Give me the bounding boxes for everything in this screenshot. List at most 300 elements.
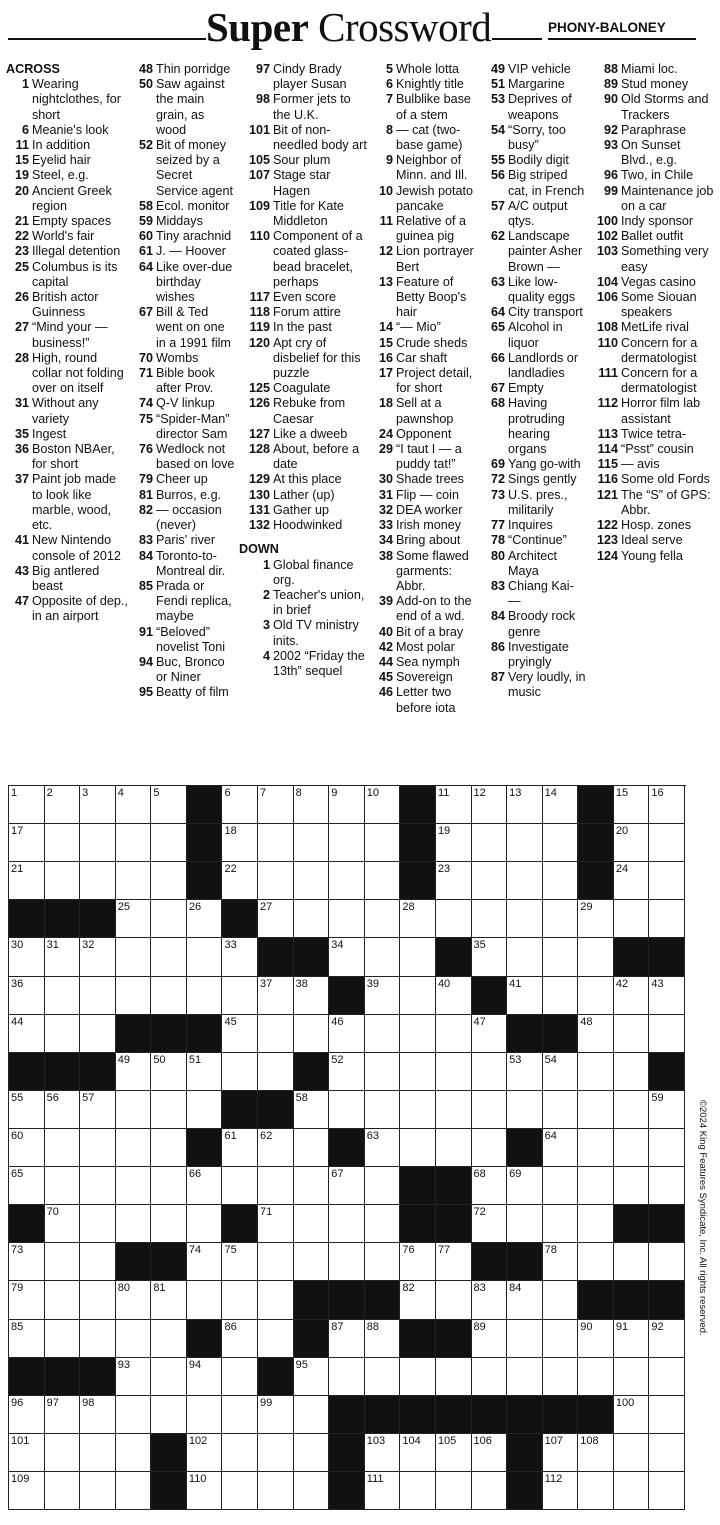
- clue-item: [6, 123, 128, 138]
- grid-cell[interactable]: [543, 824, 579, 862]
- grid-cell[interactable]: [187, 1243, 223, 1281]
- grid-cell[interactable]: [400, 1129, 436, 1167]
- grid-cell-number: 62: [260, 1129, 273, 1142]
- grid-cell[interactable]: [258, 900, 294, 938]
- grid-cell[interactable]: [187, 1167, 223, 1205]
- grid-cell[interactable]: [578, 1091, 614, 1129]
- grid-cell[interactable]: [80, 1281, 116, 1319]
- grid-cell[interactable]: [116, 900, 152, 938]
- grid-cell[interactable]: [614, 1320, 650, 1358]
- grid-cell[interactable]: [436, 1091, 472, 1129]
- grid-cell[interactable]: [187, 1396, 223, 1434]
- grid-cell[interactable]: [365, 1434, 401, 1472]
- grid-cell[interactable]: [151, 938, 187, 976]
- grid-cell[interactable]: [400, 1281, 436, 1319]
- grid-cell[interactable]: [151, 1320, 187, 1358]
- grid-cell[interactable]: [472, 1167, 508, 1205]
- grid-cell[interactable]: [222, 977, 258, 1015]
- grid-cell[interactable]: [329, 900, 365, 938]
- grid-cell[interactable]: [187, 1434, 223, 1472]
- grid-cell[interactable]: [187, 1091, 223, 1129]
- grid-cell[interactable]: [614, 786, 650, 824]
- grid-cell[interactable]: [436, 786, 472, 824]
- grid-cell[interactable]: [258, 1472, 294, 1510]
- grid-cell[interactable]: [578, 1358, 614, 1396]
- grid-cell[interactable]: [365, 1358, 401, 1396]
- grid-cell[interactable]: [9, 824, 45, 862]
- grid-cell[interactable]: [187, 1281, 223, 1319]
- grid-cell[interactable]: [400, 1015, 436, 1053]
- grid-cell[interactable]: [45, 1472, 81, 1510]
- grid-cell[interactable]: [294, 1091, 330, 1129]
- grid-cell[interactable]: [365, 1243, 401, 1281]
- grid-cell[interactable]: [116, 1205, 152, 1243]
- grid-cell[interactable]: [151, 1053, 187, 1091]
- grid-cell[interactable]: [116, 862, 152, 900]
- grid-cell[interactable]: [258, 1053, 294, 1091]
- grid-cell[interactable]: [294, 1243, 330, 1281]
- grid-cell[interactable]: [507, 1358, 543, 1396]
- grid-cell[interactable]: [543, 1053, 579, 1091]
- clue-item: [589, 244, 714, 274]
- grid-cell[interactable]: [151, 977, 187, 1015]
- grid-cell[interactable]: [472, 1358, 508, 1396]
- grid-cell[interactable]: [187, 1053, 223, 1091]
- grid-cell[interactable]: [472, 1015, 508, 1053]
- grid-cell[interactable]: [80, 1396, 116, 1434]
- grid-cell[interactable]: [436, 1129, 472, 1167]
- grid-cell[interactable]: [329, 1358, 365, 1396]
- grid-cell[interactable]: [400, 1053, 436, 1091]
- grid-cell[interactable]: [614, 1167, 650, 1205]
- grid-cell[interactable]: [507, 1320, 543, 1358]
- grid-cell[interactable]: [365, 977, 401, 1015]
- grid-cell[interactable]: [45, 862, 81, 900]
- grid-cell[interactable]: [507, 1281, 543, 1319]
- grid-cell[interactable]: [365, 1015, 401, 1053]
- grid-cell[interactable]: [116, 1053, 152, 1091]
- clue-item: [370, 62, 480, 77]
- grid-cell[interactable]: [649, 1396, 685, 1434]
- grid-cell[interactable]: [614, 900, 650, 938]
- grid-cell[interactable]: [507, 938, 543, 976]
- grid-cell[interactable]: [400, 1358, 436, 1396]
- grid-cell[interactable]: [543, 1320, 579, 1358]
- grid-cell[interactable]: [116, 1358, 152, 1396]
- grid-cell[interactable]: [80, 786, 116, 824]
- grid-cell[interactable]: [365, 1129, 401, 1167]
- grid-cell[interactable]: [151, 1396, 187, 1434]
- grid-cell[interactable]: [649, 900, 685, 938]
- grid-cell[interactable]: [365, 1205, 401, 1243]
- grid-cell[interactable]: [614, 1053, 650, 1091]
- grid-cell[interactable]: [9, 862, 45, 900]
- grid-cell[interactable]: [614, 1129, 650, 1167]
- grid-cell[interactable]: [9, 1129, 45, 1167]
- grid-cell[interactable]: [578, 1434, 614, 1472]
- grid-cell[interactable]: [329, 824, 365, 862]
- grid-cell[interactable]: [436, 977, 472, 1015]
- grid-cell[interactable]: [365, 1167, 401, 1205]
- grid-cell[interactable]: [543, 1472, 579, 1510]
- grid-cell[interactable]: [9, 1015, 45, 1053]
- grid-cell[interactable]: [45, 1015, 81, 1053]
- grid-cell[interactable]: [80, 1167, 116, 1205]
- grid-cell[interactable]: [45, 1205, 81, 1243]
- grid-cell[interactable]: [614, 824, 650, 862]
- grid-cell[interactable]: [187, 900, 223, 938]
- grid-cell[interactable]: [365, 824, 401, 862]
- grid-cell[interactable]: [329, 1053, 365, 1091]
- grid-cell[interactable]: [329, 1015, 365, 1053]
- grid-cell[interactable]: [294, 1129, 330, 1167]
- grid-cell[interactable]: [116, 1129, 152, 1167]
- grid-cell[interactable]: [294, 900, 330, 938]
- grid-cell[interactable]: [222, 1434, 258, 1472]
- grid-cell[interactable]: [294, 1358, 330, 1396]
- grid-cell[interactable]: [507, 862, 543, 900]
- grid-cell[interactable]: [151, 1167, 187, 1205]
- grid-cell[interactable]: [436, 900, 472, 938]
- grid-cell[interactable]: [649, 1358, 685, 1396]
- grid-cell[interactable]: [365, 1053, 401, 1091]
- grid-cell[interactable]: [329, 1205, 365, 1243]
- grid-block: [329, 1281, 365, 1319]
- grid-cell[interactable]: [80, 1320, 116, 1358]
- grid-cell[interactable]: [80, 938, 116, 976]
- grid-cell[interactable]: [45, 1434, 81, 1472]
- grid-cell[interactable]: [578, 1167, 614, 1205]
- grid-cell[interactable]: [116, 977, 152, 1015]
- grid-cell[interactable]: [258, 1281, 294, 1319]
- grid-cell[interactable]: [222, 1320, 258, 1358]
- grid-cell[interactable]: [614, 1091, 650, 1129]
- grid-cell[interactable]: [507, 824, 543, 862]
- grid-cell[interactable]: [258, 862, 294, 900]
- grid-cell[interactable]: [400, 938, 436, 976]
- grid-cell[interactable]: [614, 1472, 650, 1510]
- grid-cell[interactable]: [614, 862, 650, 900]
- grid-cell[interactable]: [45, 786, 81, 824]
- grid-cell[interactable]: [649, 977, 685, 1015]
- grid-cell[interactable]: [507, 977, 543, 1015]
- grid-cell[interactable]: [151, 1129, 187, 1167]
- grid-cell[interactable]: [543, 900, 579, 938]
- grid-cell[interactable]: [151, 1358, 187, 1396]
- clue-item: [370, 214, 480, 244]
- grid-block: [187, 786, 223, 824]
- grid-cell[interactable]: [436, 862, 472, 900]
- grid-cell[interactable]: [436, 1472, 472, 1510]
- grid-cell[interactable]: [258, 824, 294, 862]
- grid-cell[interactable]: [472, 1320, 508, 1358]
- grid-cell[interactable]: [45, 1320, 81, 1358]
- grid-cell[interactable]: [436, 824, 472, 862]
- grid-cell[interactable]: [329, 1320, 365, 1358]
- grid-cell[interactable]: [329, 1091, 365, 1129]
- clue-text: Cindy Brady player Susan: [273, 62, 347, 92]
- grid-cell[interactable]: [400, 900, 436, 938]
- grid-cell[interactable]: [80, 824, 116, 862]
- grid-cell[interactable]: [543, 1091, 579, 1129]
- grid-cell[interactable]: [436, 1434, 472, 1472]
- clue-number: 9: [385, 153, 393, 168]
- grid-cell[interactable]: [187, 1472, 223, 1510]
- grid-cell[interactable]: [116, 1396, 152, 1434]
- grid-cell[interactable]: [222, 1472, 258, 1510]
- grid-cell[interactable]: [400, 1091, 436, 1129]
- grid-cell[interactable]: [543, 862, 579, 900]
- grid-cell[interactable]: [649, 1243, 685, 1281]
- grid-cell[interactable]: [9, 1281, 45, 1319]
- grid-cell[interactable]: [222, 1053, 258, 1091]
- grid-cell[interactable]: [329, 786, 365, 824]
- grid-cell[interactable]: [507, 1053, 543, 1091]
- grid-cell[interactable]: [116, 1472, 152, 1510]
- grid-cell[interactable]: [222, 1167, 258, 1205]
- grid-cell[interactable]: [400, 1243, 436, 1281]
- grid-cell[interactable]: [45, 1167, 81, 1205]
- grid-cell[interactable]: [365, 900, 401, 938]
- grid-cell[interactable]: [151, 824, 187, 862]
- grid-cell[interactable]: [329, 938, 365, 976]
- grid-cell[interactable]: [258, 1205, 294, 1243]
- grid-cell[interactable]: [294, 1434, 330, 1472]
- grid-cell[interactable]: [543, 1281, 579, 1319]
- grid-cell[interactable]: [543, 1129, 579, 1167]
- grid-cell[interactable]: [472, 1129, 508, 1167]
- grid-cell[interactable]: [294, 824, 330, 862]
- grid-cell[interactable]: [258, 977, 294, 1015]
- grid-cell[interactable]: [151, 1205, 187, 1243]
- grid-cell[interactable]: [472, 1091, 508, 1129]
- grid-cell[interactable]: [400, 1472, 436, 1510]
- grid-cell[interactable]: [80, 862, 116, 900]
- grid-cell[interactable]: [472, 1205, 508, 1243]
- grid-cell[interactable]: [116, 824, 152, 862]
- grid-cell[interactable]: [151, 862, 187, 900]
- grid-cell[interactable]: [258, 1320, 294, 1358]
- grid-cell[interactable]: [80, 1129, 116, 1167]
- grid-cell[interactable]: [614, 1243, 650, 1281]
- grid-cell[interactable]: [258, 786, 294, 824]
- grid-cell[interactable]: [365, 786, 401, 824]
- grid-cell[interactable]: [614, 1358, 650, 1396]
- grid-cell[interactable]: [649, 1434, 685, 1472]
- grid-cell[interactable]: [45, 1091, 81, 1129]
- grid-cell[interactable]: [649, 1091, 685, 1129]
- grid-cell[interactable]: [9, 938, 45, 976]
- grid-cell[interactable]: [543, 1167, 579, 1205]
- grid-cell[interactable]: [9, 1396, 45, 1434]
- grid-cell[interactable]: [578, 1053, 614, 1091]
- grid-cell[interactable]: [151, 786, 187, 824]
- grid-cell[interactable]: [222, 786, 258, 824]
- grid-cell[interactable]: [507, 786, 543, 824]
- grid-cell[interactable]: [187, 938, 223, 976]
- grid-cell[interactable]: [329, 1243, 365, 1281]
- grid-cell[interactable]: [543, 938, 579, 976]
- grid-cell[interactable]: [9, 1167, 45, 1205]
- grid-cell[interactable]: [222, 1243, 258, 1281]
- grid-cell[interactable]: [578, 1243, 614, 1281]
- grid-cell[interactable]: [80, 1091, 116, 1129]
- grid-cell[interactable]: [116, 1281, 152, 1319]
- grid-cell[interactable]: [543, 786, 579, 824]
- grid-cell[interactable]: [151, 900, 187, 938]
- grid-cell[interactable]: [187, 1205, 223, 1243]
- grid-cell[interactable]: [507, 900, 543, 938]
- grid-cell[interactable]: [294, 862, 330, 900]
- grid-cell[interactable]: [294, 786, 330, 824]
- grid-cell[interactable]: [45, 977, 81, 1015]
- grid-cell[interactable]: [187, 1358, 223, 1396]
- grid-cell[interactable]: [258, 1167, 294, 1205]
- grid-cell[interactable]: [294, 1205, 330, 1243]
- grid-cell[interactable]: [329, 862, 365, 900]
- grid-cell[interactable]: [436, 1358, 472, 1396]
- grid-cell[interactable]: [80, 977, 116, 1015]
- grid-cell[interactable]: [578, 1320, 614, 1358]
- grid-cell[interactable]: [578, 1472, 614, 1510]
- grid-cell[interactable]: [9, 786, 45, 824]
- grid-cell[interactable]: [9, 1091, 45, 1129]
- grid-cell[interactable]: [472, 862, 508, 900]
- grid-cell[interactable]: [649, 786, 685, 824]
- grid-cell[interactable]: [116, 1167, 152, 1205]
- grid-cell[interactable]: [472, 1472, 508, 1510]
- grid-cell[interactable]: [45, 824, 81, 862]
- grid-cell[interactable]: [614, 1015, 650, 1053]
- grid-cell[interactable]: [472, 900, 508, 938]
- grid-block: [45, 1053, 81, 1091]
- grid-cell[interactable]: [222, 1358, 258, 1396]
- grid-cell[interactable]: [578, 1205, 614, 1243]
- grid-cell[interactable]: [649, 1320, 685, 1358]
- grid-cell[interactable]: [472, 1053, 508, 1091]
- grid-cell[interactable]: [187, 977, 223, 1015]
- grid-cell[interactable]: [649, 862, 685, 900]
- grid-cell[interactable]: [258, 1243, 294, 1281]
- grid-cell[interactable]: [436, 1053, 472, 1091]
- grid-cell[interactable]: [578, 1129, 614, 1167]
- grid-cell[interactable]: [80, 1434, 116, 1472]
- grid-cell[interactable]: [222, 1396, 258, 1434]
- grid-cell[interactable]: [365, 1472, 401, 1510]
- grid-cell[interactable]: [649, 1472, 685, 1510]
- clue-item: [370, 77, 480, 92]
- grid-cell[interactable]: [258, 1396, 294, 1434]
- grid-cell[interactable]: [543, 977, 579, 1015]
- grid-cell[interactable]: [649, 824, 685, 862]
- grid-cell[interactable]: [258, 1015, 294, 1053]
- grid-cell[interactable]: [365, 862, 401, 900]
- grid-cell[interactable]: [365, 1091, 401, 1129]
- grid-cell[interactable]: [222, 1129, 258, 1167]
- grid-cell[interactable]: [258, 1129, 294, 1167]
- grid-cell[interactable]: [578, 1015, 614, 1053]
- grid-cell[interactable]: [649, 1129, 685, 1167]
- grid-cell[interactable]: [116, 1091, 152, 1129]
- grid-cell[interactable]: [472, 1434, 508, 1472]
- grid-cell[interactable]: [543, 1243, 579, 1281]
- grid-cell[interactable]: [472, 938, 508, 976]
- grid-cell[interactable]: [294, 1015, 330, 1053]
- grid-cell[interactable]: [45, 1129, 81, 1167]
- grid-cell[interactable]: [116, 786, 152, 824]
- grid-cell[interactable]: [80, 1243, 116, 1281]
- grid-cell-number: 87: [331, 1320, 344, 1333]
- grid-cell[interactable]: [9, 1472, 45, 1510]
- grid-cell[interactable]: [222, 1281, 258, 1319]
- grid-cell[interactable]: [614, 977, 650, 1015]
- grid-cell[interactable]: [365, 938, 401, 976]
- grid-cell[interactable]: [543, 1358, 579, 1396]
- grid-cell[interactable]: [151, 1091, 187, 1129]
- grid-cell[interactable]: [80, 1015, 116, 1053]
- grid-cell[interactable]: [614, 1396, 650, 1434]
- grid-cell[interactable]: [543, 1434, 579, 1472]
- grid-cell[interactable]: [649, 1015, 685, 1053]
- grid-cell[interactable]: [45, 1243, 81, 1281]
- grid-cell[interactable]: [649, 1167, 685, 1205]
- grid-cell[interactable]: [222, 862, 258, 900]
- grid-cell[interactable]: [400, 977, 436, 1015]
- grid-cell[interactable]: [151, 1281, 187, 1319]
- grid-cell[interactable]: [614, 1434, 650, 1472]
- clue-item: [239, 396, 368, 426]
- grid-cell[interactable]: [436, 1281, 472, 1319]
- grid-cell[interactable]: [45, 1396, 81, 1434]
- grid-cell[interactable]: [45, 1281, 81, 1319]
- grid-cell[interactable]: [436, 1243, 472, 1281]
- grid-cell[interactable]: [365, 1320, 401, 1358]
- grid-cell[interactable]: [507, 1167, 543, 1205]
- grid-cell[interactable]: [578, 977, 614, 1015]
- grid-cell[interactable]: [9, 1434, 45, 1472]
- grid-cell[interactable]: [543, 1205, 579, 1243]
- grid-cell[interactable]: [222, 824, 258, 862]
- grid-cell[interactable]: [507, 1091, 543, 1129]
- grid-cell[interactable]: [294, 1472, 330, 1510]
- grid-cell[interactable]: [507, 1205, 543, 1243]
- grid-cell[interactable]: [294, 1396, 330, 1434]
- grid-cell[interactable]: [116, 938, 152, 976]
- grid-cell[interactable]: [258, 1434, 294, 1472]
- grid-cell[interactable]: [116, 1434, 152, 1472]
- grid-cell[interactable]: [9, 1243, 45, 1281]
- grid-cell[interactable]: [80, 1205, 116, 1243]
- grid-cell[interactable]: [9, 1320, 45, 1358]
- grid-cell[interactable]: [80, 1472, 116, 1510]
- grid-cell[interactable]: [329, 1167, 365, 1205]
- grid-cell[interactable]: [578, 938, 614, 976]
- grid-cell[interactable]: [472, 824, 508, 862]
- clue-number: 20: [14, 183, 29, 198]
- grid-cell[interactable]: [294, 1167, 330, 1205]
- grid-cell[interactable]: [400, 1434, 436, 1472]
- grid-cell[interactable]: [116, 1320, 152, 1358]
- grid-cell[interactable]: [222, 938, 258, 976]
- grid-cell[interactable]: [472, 1281, 508, 1319]
- grid-cell[interactable]: [9, 977, 45, 1015]
- grid-cell[interactable]: [436, 1015, 472, 1053]
- grid-cell[interactable]: [578, 900, 614, 938]
- grid-cell[interactable]: [294, 977, 330, 1015]
- grid-cell[interactable]: [45, 938, 81, 976]
- grid-cell[interactable]: [222, 1015, 258, 1053]
- grid-cell[interactable]: [472, 786, 508, 824]
